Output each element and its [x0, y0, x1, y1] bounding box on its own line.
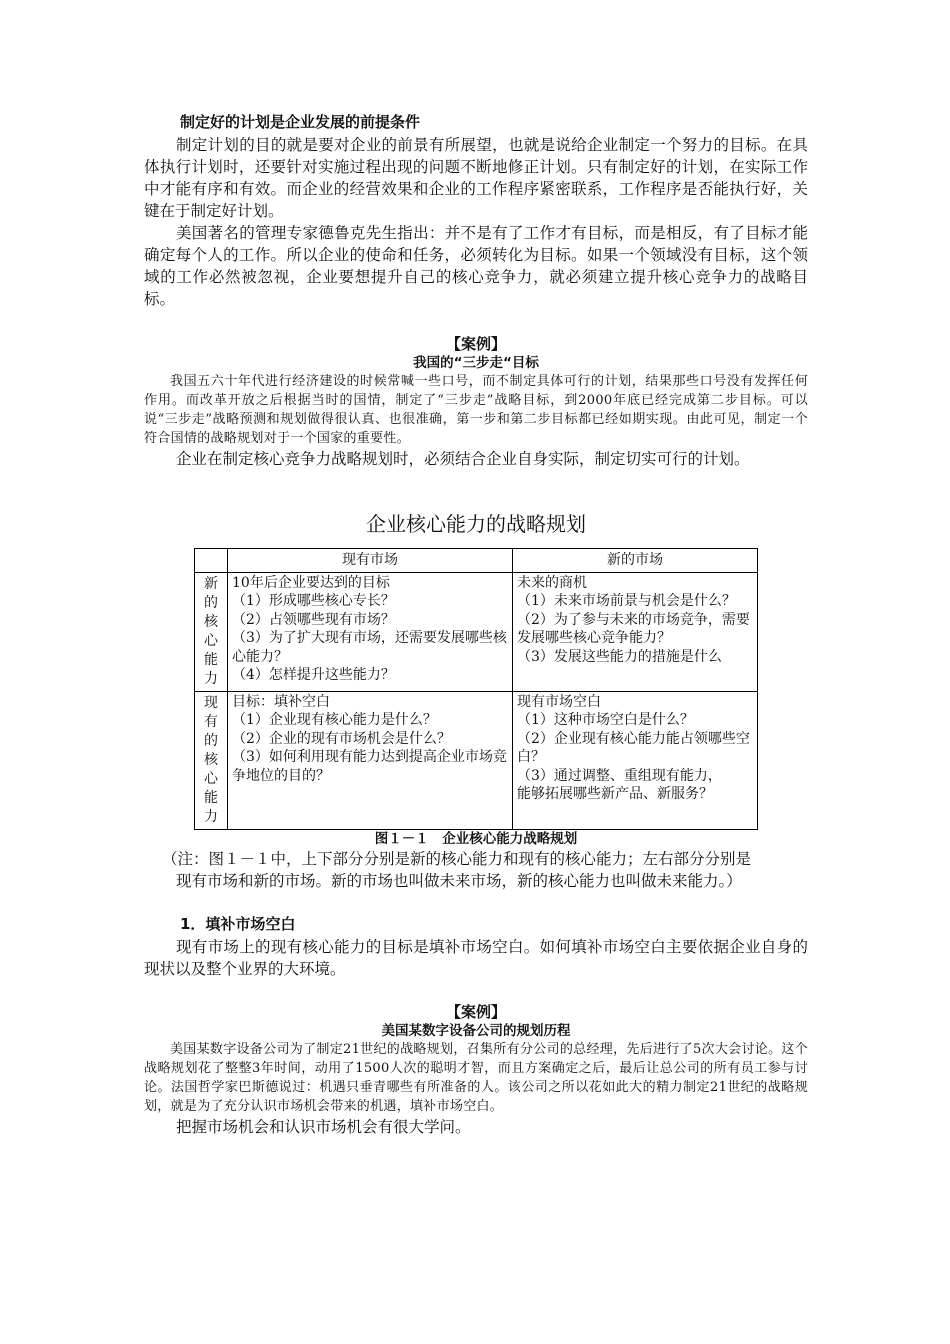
cell-line: （3）发展这些能力的措施是什么 [517, 648, 722, 665]
strategy-matrix-table [194, 548, 758, 830]
case-label: 【案例】 [445, 335, 506, 353]
table-row [195, 691, 758, 829]
cell-line: 10年后企业要达到的目标 [232, 574, 390, 591]
corner-cell [195, 549, 228, 573]
table-cell [228, 691, 513, 829]
cell-line: 能够拓展哪些新产品、新服务？ [517, 786, 713, 802]
section-heading: 制定好的计划是企业发展的前提条件 [180, 113, 421, 131]
row-header [195, 572, 228, 691]
row-header-char: 力 [204, 808, 218, 825]
figure-title: 企业核心能力的战略规划 [366, 512, 586, 536]
row-header-char: 新 [204, 575, 218, 592]
paragraph: 制定计划的目的就是要对企业的前景有所展望，也就是说给企业制定一个努力的目标。在具体执行计划时，还要针对实施过程出现的问题不断地修正计划。只有制定好的计划，在实际工作中才能有序和有效。而企业的经营效果和企业的工作程序紧密联系，工作程序是否能执行好，关键在于制定好计划。 [144, 136, 808, 220]
table-cell [513, 572, 758, 691]
cell-line: （3）如何利用现有能力达到提高企业市场竞争地位的目的？ [232, 749, 507, 784]
row-header-char: 核 [204, 751, 218, 768]
paragraph: 现有市场上的现有核心能力的目标是填补市场空白。如何填补市场空白主要依据企业自身的现状以及整个业界的大环境。 [144, 937, 808, 978]
row-header-char: 的 [204, 732, 218, 749]
column-header: 现有市场 [228, 549, 513, 573]
row-header-char: 心 [204, 770, 218, 787]
row-header-char: 力 [204, 670, 218, 687]
case-label: 【案例】 [445, 1002, 506, 1021]
case-title: 美国某数字设备公司的规划历程 [381, 1022, 571, 1039]
row-header-char: 现 [204, 694, 218, 711]
row-header-char: 的 [204, 594, 218, 611]
row-header-char: 核 [204, 613, 218, 630]
cell-line: 目标：填补空白 [232, 693, 330, 710]
table-header-row [195, 549, 758, 573]
figure-note: （注：图１－１中，上下部分分别是新的核心能力和现有的核心能力；左右部分分别是 [162, 849, 752, 868]
paragraph: 企业在制定核心竞争力战略规划时，必须结合企业自身实际，制定切实可行的计划。 [176, 450, 750, 468]
row-header-char: 能 [204, 651, 218, 668]
cell-line: （3）通过调整、重组现有能力， [517, 767, 722, 784]
document-page [144, 112, 808, 1138]
table-cell [513, 691, 758, 829]
cell-line: （1）形成哪些核心专长？ [232, 593, 395, 609]
cell-line: （1）企业现有核心能力是什么？ [232, 712, 437, 728]
row-header-char: 能 [204, 789, 218, 806]
cell-line: （4）怎样提升这些能力？ [232, 667, 395, 683]
cell-line: （2）企业现有核心能力能占领哪些空白？ [517, 730, 750, 765]
figure-note: 现有市场和新的市场。新的市场也叫做未来市场，新的核心能力也叫做未来能力。） [176, 871, 742, 890]
row-header-char: 心 [204, 632, 218, 649]
case-title: 我国的“三步走“目标 [413, 355, 539, 371]
paragraph: 把握市场机会和认识市场机会有很大学问。 [176, 1117, 471, 1136]
table-row [195, 572, 758, 691]
case-body: 美国某数字设备公司为了制定21世纪的战略规划，召集所有分公司的总经理，先后进行了5次大会讨论。这个战略规划花了整整3年时间，动用了1500人次的聪明才智，而且方案确定之后，最后让总公司的所有员工参与讨论。法国哲学家巴斯德说过：机遇只垂青哪些有所准备的人。该公司之所以花如此大的精力制定21世纪的战略规划，就是为了充分认识市场机会带来的机遇，填补市场空白。 [144, 1041, 808, 1114]
cell-line: （1）未来市场前景与机会是什么？ [517, 593, 736, 609]
figure-caption: 图１－１ 企业核心能力战略规划 [374, 830, 578, 847]
cell-line: （1）这种市场空白是什么？ [517, 712, 694, 728]
case-body: 我国五六十年代进行经济建设的时候常喊一些口号，而不制定具体可行的计划，结果那些口号没有发挥任何作用。而改革开放之后根据当时的国情，制定了“三步走”战略目标，到2000年底已经完成第二步目标。可以说“三步走”战略预测和规划做得很认真、也很准确，第一步和第二步目标都已经如期实现。由此可见，制定一个符合国情的战略规划对于一个国家的重要性。 [144, 374, 808, 446]
row-header [195, 691, 228, 829]
section-heading: 1．填补市场空白 [180, 914, 296, 933]
cell-line: （2）为了参与未来的市场竞争，需要发展哪些核心竞争能力？ [517, 611, 750, 646]
cell-line: 未来的商机 [517, 574, 587, 591]
row-header-char: 有 [204, 713, 218, 730]
cell-line: 现有市场空白 [517, 693, 601, 710]
cell-line: （2）占领哪些现有市场？ [232, 611, 395, 628]
paragraph: 美国著名的管理专家德鲁克先生指出：并不是有了工作才有目标，而是相反，有了目标才能确定每个人的工作。所以企业的使命和任务，必须转化为目标。如果一个领域没有目标，这个领域的工作必然被忽视，企业要想提升自己的核心竞争力，就必须建立提升核心竞争力的战略目标。 [144, 224, 808, 308]
cell-line: （3）为了扩大现有市场，还需要发展哪些核心能力？ [232, 630, 507, 665]
table-cell [228, 572, 513, 691]
cell-line: （2）企业的现有市场机会是什么？ [232, 730, 451, 747]
column-header: 新的市场 [513, 549, 758, 573]
